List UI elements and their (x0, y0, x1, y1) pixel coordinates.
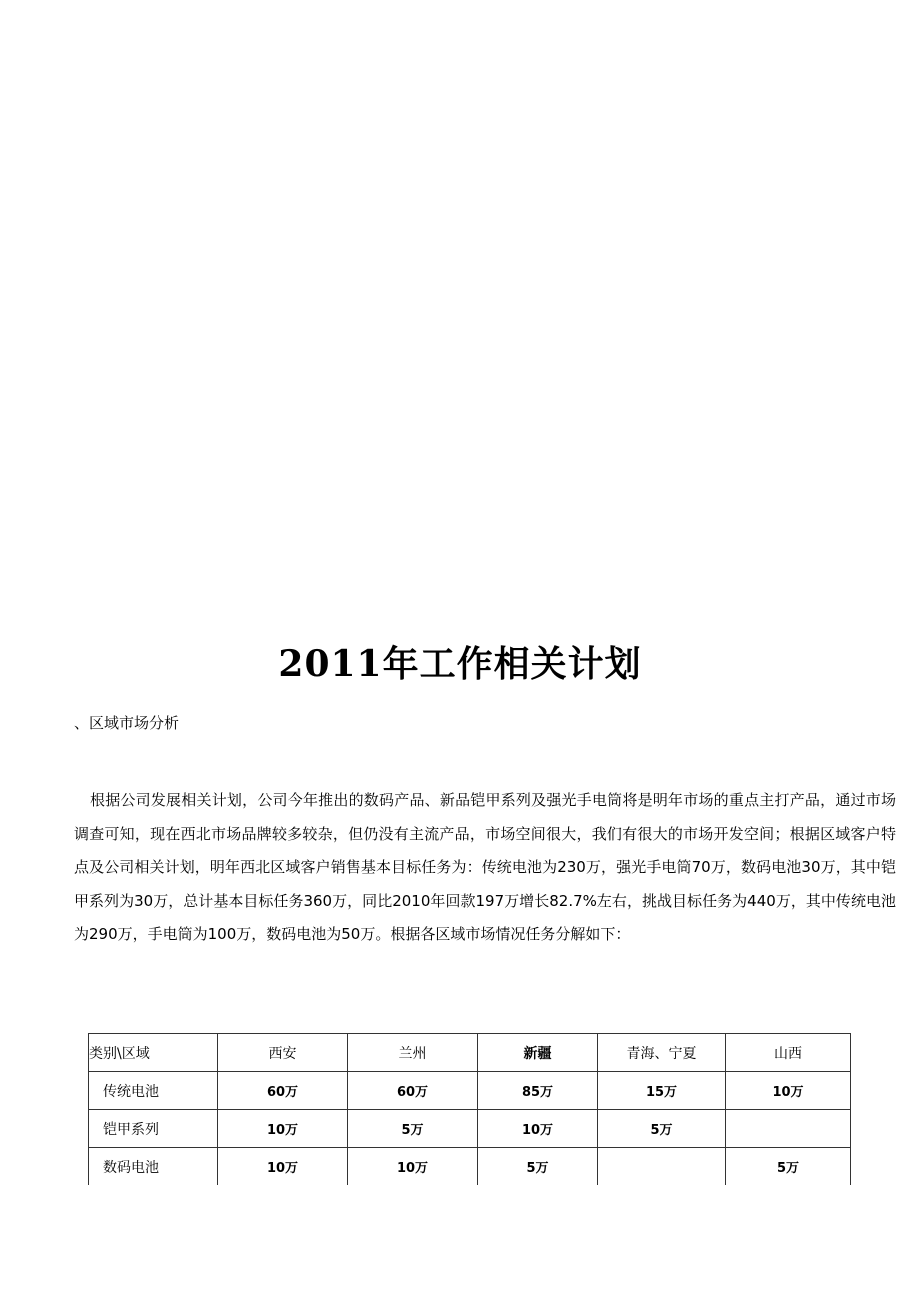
table-cell: 5万 (726, 1148, 851, 1186)
table-row (89, 1148, 851, 1186)
row-category: 数码电池 (89, 1148, 218, 1186)
table-header-row (89, 1034, 851, 1072)
document-title: 2011年工作相关计划 (278, 643, 642, 685)
table-cell: 5万 (598, 1110, 726, 1148)
body-paragraph: 根据公司发展相关计划，公司今年推出的数码产品、新品铠甲系列及强光手电筒将是明年市场的重点主打产品，通过市场调查可知，现在西北市场品牌较多较杂，但仍没有主流产品，市场空间很大，我们有很大的市场开发空间；根据区域客户特点及公司相关计划，明年西北区域客户销售基本目标任务为：传统电池为230万，强光手电筒70万，数码电池30万，其中铠甲系列为30万，总计基本目标任务360万，同比2010年回款197万增长82.7%左右，挑战目标任务为440万，其中传统电池为290万，手电筒为100万，数码电池为50万。根据各区域市场情况任务分解如下： (74, 791, 896, 943)
table-cell: 5万 (478, 1148, 598, 1186)
table-cell (598, 1148, 726, 1186)
table-cell: 85万 (478, 1072, 598, 1110)
table-row (89, 1110, 851, 1148)
column-header: 兰州 (348, 1034, 478, 1072)
table-cell: 5万 (348, 1110, 478, 1148)
table-corner-header: 类别\区域 (89, 1034, 218, 1072)
column-header: 山西 (726, 1034, 851, 1072)
table-cell: 10万 (348, 1148, 478, 1186)
row-category: 传统电池 (89, 1072, 218, 1110)
column-header: 新疆 (478, 1034, 598, 1072)
table-cell: 15万 (598, 1072, 726, 1110)
table-cell: 10万 (726, 1072, 851, 1110)
table-cell: 60万 (218, 1072, 348, 1110)
task-table-container (88, 1033, 851, 1185)
task-breakdown-table (88, 1033, 851, 1185)
table-cell (726, 1110, 851, 1148)
table-cell: 10万 (218, 1148, 348, 1186)
row-category: 铠甲系列 (89, 1110, 218, 1148)
table-cell: 60万 (348, 1072, 478, 1110)
section-heading: 、区域市场分析 (74, 714, 180, 732)
column-header: 青海、宁夏 (598, 1034, 726, 1072)
table-cell: 10万 (218, 1110, 348, 1148)
column-header: 西安 (218, 1034, 348, 1072)
table-cell: 10万 (478, 1110, 598, 1148)
table-row (89, 1072, 851, 1110)
